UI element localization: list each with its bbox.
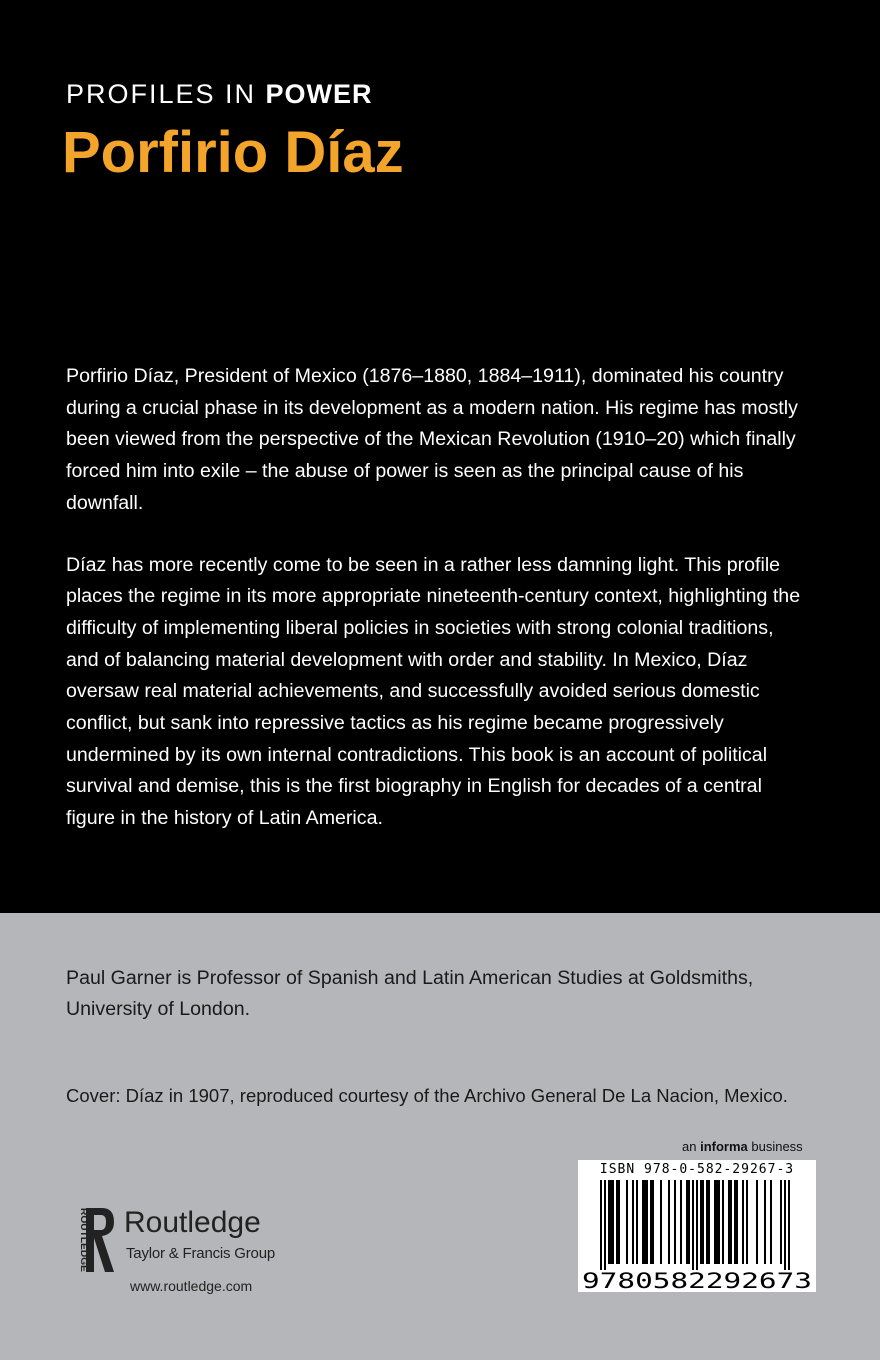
- barcode-bar: [632, 1180, 634, 1264]
- barcode-bar: [716, 1180, 718, 1264]
- book-title: Porfirio Díaz: [62, 120, 404, 185]
- barcode-bar: [626, 1180, 628, 1264]
- barcode-bar: [608, 1180, 610, 1264]
- informa-emphasis: informa: [700, 1139, 748, 1154]
- isbn-barcode: [578, 1160, 816, 1292]
- routledge-logo: [72, 1206, 116, 1274]
- barcode-bar: [706, 1180, 708, 1264]
- barcode-bar: [652, 1180, 654, 1264]
- barcode-bar: [734, 1180, 736, 1264]
- series-emphasis: POWER: [265, 79, 373, 109]
- publisher-group: Taylor & Francis Group: [126, 1245, 275, 1262]
- barcode-bar: [636, 1180, 638, 1264]
- barcode-bar: [616, 1180, 618, 1264]
- informa-prefix: an: [682, 1139, 701, 1154]
- routledge-vertical-text: ROUTLEDGE: [79, 1208, 89, 1265]
- barcode-bar: [642, 1180, 644, 1264]
- barcode-bar: [780, 1180, 782, 1264]
- barcode-bar: [746, 1180, 748, 1264]
- author-note: Paul Garner is Professor of Spanish and Latin American Studies at Goldsmiths, University of London.: [66, 967, 754, 1020]
- barcode-bar: [756, 1180, 758, 1264]
- barcode-bar: [696, 1180, 698, 1270]
- barcode-bar: [718, 1180, 720, 1264]
- barcode-bar: [700, 1180, 702, 1264]
- series-title: [66, 78, 373, 110]
- barcode-bar: [788, 1180, 790, 1270]
- isbn-label: ISBN 978-0-582-29267-3: [599, 1162, 795, 1177]
- barcode-bar: [612, 1180, 614, 1264]
- barcode-bar: [674, 1180, 676, 1264]
- barcode-bar: [646, 1180, 648, 1264]
- barcode-bar: [736, 1180, 738, 1264]
- barcode-bar: [764, 1180, 766, 1264]
- barcode-bar: [714, 1180, 716, 1264]
- barcode-bar: [770, 1180, 772, 1264]
- barcode-bar: [660, 1180, 662, 1264]
- barcode-bar: [686, 1180, 688, 1264]
- barcode-bar: [680, 1180, 682, 1264]
- barcode-bar: [742, 1180, 744, 1264]
- barcode-bar: [784, 1180, 786, 1270]
- routledge-r-icon: [72, 1206, 116, 1274]
- barcode-bars: [578, 1160, 816, 1292]
- barcode-bar: [604, 1180, 606, 1270]
- barcode-bar: [668, 1180, 670, 1264]
- publisher-name: Routledge: [124, 1206, 261, 1239]
- blurb-paragraph-1: Porfirio Díaz, President of Mexico (1876–1880, 1884–1911), dominated his country during a crucial phase in its development as a modern nation. His regime has mostly been viewed from the perspective of the Mexican Revolution (1910–20) which finally forced him into exile – the abuse of power is seen as the principal cause of his downfall.: [66, 365, 798, 514]
- barcode-bar: [708, 1180, 710, 1264]
- informa-suffix: business: [747, 1139, 803, 1154]
- barcode-bar: [650, 1180, 652, 1264]
- barcode-bar: [618, 1180, 620, 1264]
- barcode-bar: [730, 1180, 732, 1264]
- barcode-bar: [600, 1180, 602, 1270]
- ean-digits: 9780582292673: [582, 1269, 812, 1292]
- barcode-bar: [644, 1180, 646, 1264]
- publisher-url[interactable]: www.routledge.com: [130, 1278, 253, 1294]
- informa-business-tag: [682, 1139, 803, 1154]
- barcode-bar: [728, 1180, 730, 1264]
- barcode-bar: [692, 1180, 694, 1270]
- cover-credit: Cover: Díaz in 1907, reproduced courtesy of the Archivo General De La Nacion, Mexico.: [66, 1085, 788, 1106]
- barcode-bar: [702, 1180, 704, 1264]
- barcode-bar: [688, 1180, 690, 1264]
- blurb-paragraph-2: Díaz has more recently come to be seen in a rather less damning light. This profile places the regime in its more appropriate nineteenth-century context, highlighting the difficulty of implementing liberal policies in societies with strong colonial traditions, and of balancing material development with order and stability. In Mexico, Díaz oversaw real material achievements, and successfully avoided serious domestic conflict, but sank into repressive tactics as his regime became progressively undermined by its own internal contradictions. This book is an account of political survival and demise, this is the first biography in English for decades of a central figure in the history of Latin America.: [66, 553, 801, 830]
- book-blurb: [66, 361, 806, 865]
- barcode-bar: [610, 1180, 612, 1264]
- series-prefix: PROFILES IN: [66, 79, 266, 109]
- barcode-bar: [722, 1180, 724, 1264]
